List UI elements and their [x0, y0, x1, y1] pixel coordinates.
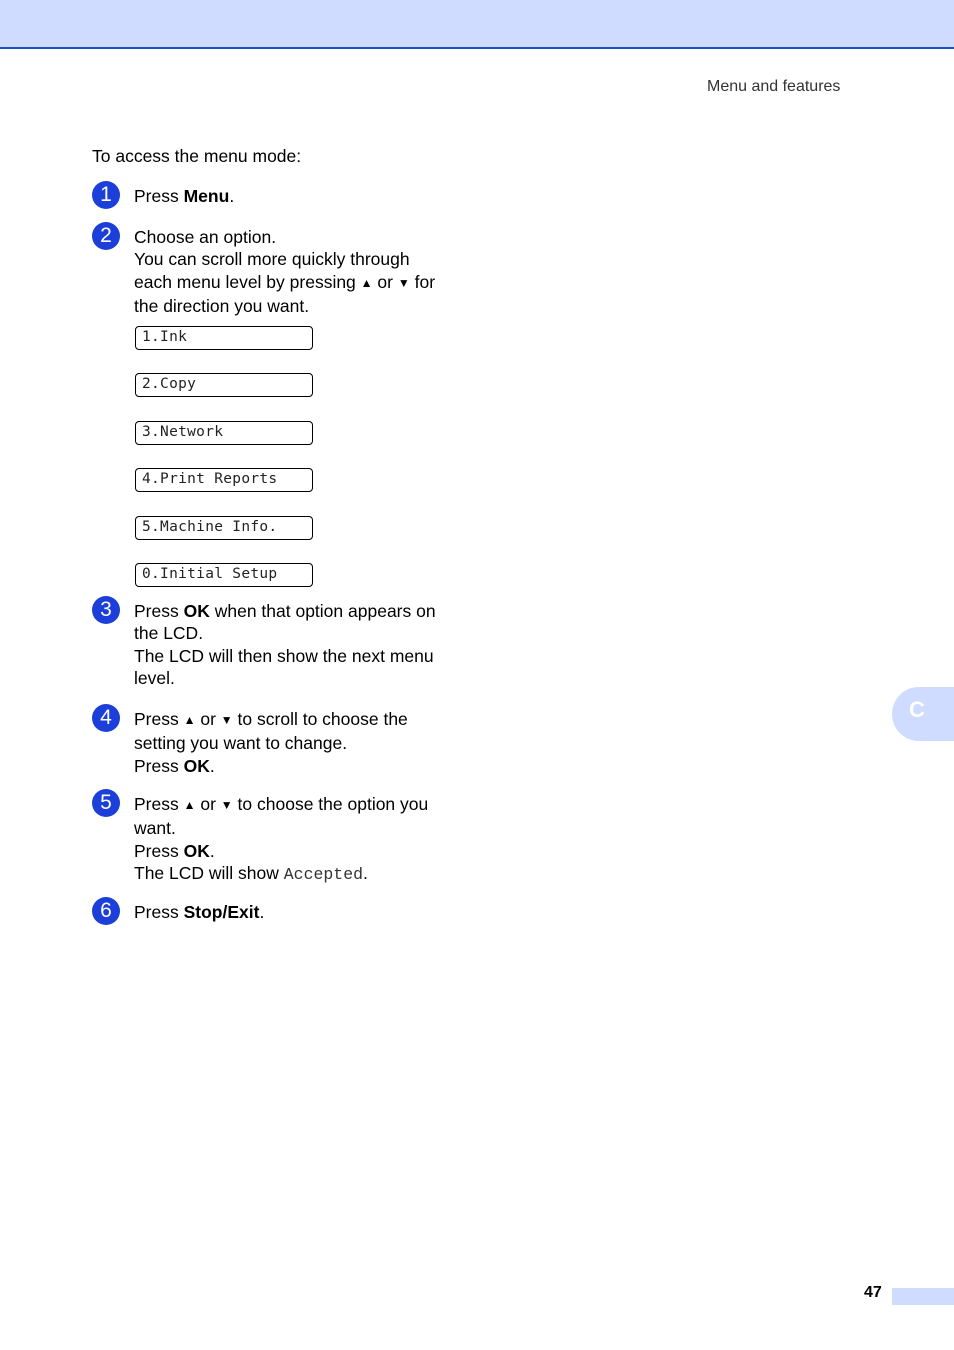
running-header: Menu and features	[707, 78, 841, 95]
step-number-1: 1	[92, 181, 120, 209]
lcd-option-network: 3.Network	[135, 421, 313, 445]
step-number-3: 3	[92, 596, 120, 624]
step-4-text: Press ▲ or ▼ to scroll to choose the setting you want to change. Press OK.	[134, 709, 408, 776]
lcd-option-ink: 1.Ink	[135, 326, 313, 350]
header-band	[0, 0, 954, 49]
step-5-text: Press ▲ or ▼ to choose the option you want. Press OK. The LCD will show Accepted.	[134, 794, 429, 885]
key-ok: OK	[183, 601, 210, 621]
intro-text: To access the menu mode:	[92, 146, 302, 166]
key-ok: OK	[183, 755, 210, 776]
up-arrow-icon: ▲	[183, 798, 196, 812]
key-ok: OK	[183, 840, 210, 861]
step-2-text: Choose an option. You can scroll more quickly through each menu level by pressing ▲ or ▼ for the direction you want.	[134, 227, 436, 317]
footer-bar	[892, 1288, 954, 1305]
step-6-text: Press Stop/Exit.	[134, 902, 265, 922]
step-1-text: Press Menu.	[134, 186, 235, 206]
chapter-tab-letter: C	[909, 697, 925, 722]
step-number-5: 5	[92, 789, 120, 817]
lcd-option-copy: 2.Copy	[135, 373, 313, 397]
lcd-option-print-reports: 4.Print Reports	[135, 468, 313, 492]
lcd-option-initial-setup: 0.Initial Setup	[135, 563, 313, 587]
page-number: 47	[864, 1284, 882, 1301]
key-menu: Menu	[183, 186, 230, 206]
down-arrow-icon: ▼	[397, 275, 410, 290]
lcd-option-machine-info: 5.Machine Info.	[135, 516, 313, 540]
up-arrow-icon: ▲	[183, 713, 196, 727]
down-arrow-icon: ▼	[220, 798, 233, 812]
step-number-6: 6	[92, 897, 120, 925]
step-number-2: 2	[92, 222, 120, 250]
key-stop-exit: Stop/Exit	[183, 902, 260, 922]
down-arrow-icon: ▼	[220, 713, 233, 727]
lcd-accepted-text: Accepted	[283, 865, 363, 885]
up-arrow-icon: ▲	[360, 275, 373, 290]
step-3-text: Press OK when that option appears on the LCD. The LCD will then show the next menu level.	[134, 601, 436, 689]
step-number-4: 4	[92, 704, 120, 732]
